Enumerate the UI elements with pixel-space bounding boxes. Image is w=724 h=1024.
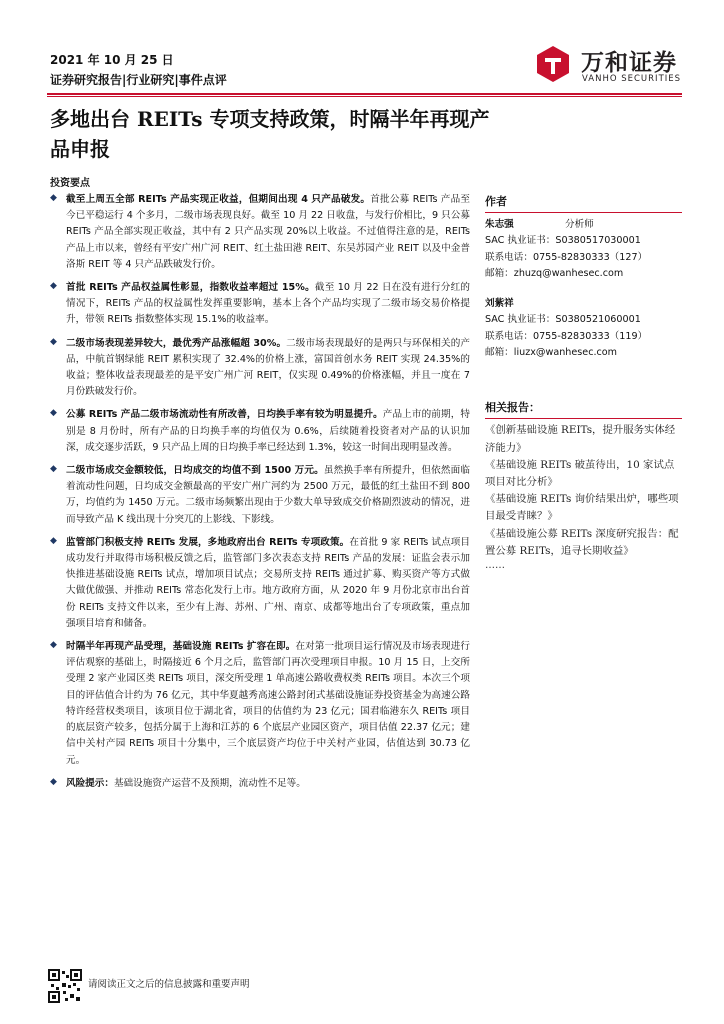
key-point: [50, 535, 470, 632]
analyst-list: [485, 217, 682, 361]
related-more: ……: [485, 560, 505, 571]
report-category: 证券研究报告|行业研究|事件点评: [50, 73, 227, 87]
key-point-lead: 监管部门积极支持 REITs 发展，多地政府出台 REITs 专项政策。: [66, 536, 350, 548]
key-point-lead: 时隔半年再现产品受理，基础设施 REITs 扩容在即。: [66, 641, 296, 653]
key-point-lead: 首批 REITs 产品权益属性彰显，指数收益率超过 15%。: [66, 282, 315, 294]
bullet-triangle-icon: ◆: [50, 776, 57, 787]
bullet-triangle-icon: ◆: [50, 408, 57, 419]
key-points: [50, 192, 470, 799]
brand-logo: [533, 42, 683, 92]
related-list: [485, 422, 682, 560]
related-report-link[interactable]: 《创新基础设施 REITs，提升服务实体经济能力》: [485, 424, 676, 454]
analyst-gap: [485, 282, 682, 296]
key-point: [50, 280, 470, 329]
bullet-triangle-icon: ◆: [50, 464, 57, 475]
qr-code-icon: [48, 969, 82, 1003]
bullet-triangle-icon: ◆: [50, 535, 57, 546]
related-report-link[interactable]: 《基础设施公募 REITs 深度研究报告：配置公募 REITs，追寻长期收益》: [485, 527, 679, 557]
analyst-role: 分析师: [565, 219, 594, 230]
authors-heading: 作者: [485, 193, 682, 213]
analyst-email[interactable]: 邮箱：zhuzq@wanhesec.com: [485, 267, 624, 279]
header-rule: [47, 93, 682, 95]
analyst-phone: 联系电话：0755-82830333（127）: [485, 251, 648, 263]
key-point: [50, 192, 470, 273]
key-point-lead: 二级市场表现差异较大，最优秀产品涨幅超 30%。: [66, 337, 287, 349]
key-point: [50, 463, 470, 528]
key-point-lead: 风险提示：: [66, 777, 114, 789]
bullet-triangle-icon: ◆: [50, 640, 57, 651]
analyst-phone: 联系电话：0755-82830333（119）: [485, 330, 648, 342]
key-point: [50, 407, 470, 456]
analyst-card: [485, 296, 682, 361]
analyst-cert: SAC 执业证书：S0380517030001: [485, 235, 641, 247]
key-point-lead: 公募 REITs 产品二级市场流动性有所改善，日均换手率有较为明显提升。: [66, 409, 383, 421]
analyst-cert: SAC 执业证书：S0380521060001: [485, 314, 641, 326]
key-point-body: 在首批 9 家 REITs 试点项目成功发行并取得市场积极反馈之后，监管部门多次表态支持 REITs 产品的发展：证监会表示加快推进基础设施 REITs 试点，增加项目试点；交易所支持 REITs 通过扩募、购买资产等方式做大做优做强、并推动 REITs 常态化发行上市。地方政府方面，从 2020 年 9 月份北京市出台首份 REITs 支持文件以来，至少有上海、苏州、广州、南京、成都等地出台了专项政策，重点加强项目培育和储备。: [66, 536, 470, 629]
key-point-body: 二级市场表现最好的是两只与环保相关的产品，中航首钢绿能 REIT 累积实现了 32.4%的价格上涨，富国首创水务 REIT 实现 24.35%的收益；整体收益表现最差的是平安广州广河 REIT，仅实现 0.49%的价格涨幅，并且一度在 7 月份跌破发行价。: [66, 337, 470, 398]
related-heading: 相关报告：: [485, 399, 682, 419]
key-point-body: 首批公募 REITs 产品至今已平稳运行 4 个多月，二级市场表现良好。截至 10 月 22 日收盘，与发行价相比，9 只公募 REITs 产品全部实现正收益，其中有 2 只产品实现 20%以上收益。不过值得注意的是，REITs 产品上市以来，曾经有平安广州广河 REIT、红土盐田港 REIT、东吴苏园产业 REIT 以及中金普洛斯 REIT 等 4 只产品跌破发行价。: [66, 194, 470, 270]
logo-chinese-name: 万和证券: [581, 50, 677, 76]
bullet-triangle-icon: ◆: [50, 193, 57, 203]
key-point-body: 虽然换手率有所提升，但依然面临着流动性问题，日均成交金额最高的平安广州广河约为 2500 万元，最低的红土盐田不到 800 万，均值约为 1450 万元。二级市场频繁出现由于少数大单导致成交价格剧烈波动的情况，进而导致产品 K 线出现十分突兀的上影线、下影线。: [66, 465, 470, 525]
report-date: 2021 年 10 月 25 日: [50, 53, 174, 67]
key-point-body: 产品上市的前期，特别是 8 月份时，所有产品的日均换手率的均值仅为 0.6%，后续随着投资者对产品的认识加深，成交逐步活跃，9 只产品上周的日均换手率已经达到 1.3%，较这一时间出现明显改善。: [66, 409, 470, 453]
key-point-body: 在对第一批项目运行情况及市场表现进行评估观察的基础上，时隔接近 6 个月之后，监管部门再次受理项目申报。10 月 15 日，上交所受理 2 家产业园区类 REITs 项目，深交所受理 1 单高速公路收费权类 REITs 项目。本次三个项目的评估值合计约为 76 亿元，其中华夏越秀高速公路封闭式基础设施证券投资基金为高速公路特许经营权类项目，该项目位于湖北省，项目的估值约为 23 亿元；国君临港东久 REITs 项目的底层资产较多，包括分属于上海和江苏的 6 个底层产业园区资产，项目估值 22.37 亿元；建信中关村产园 REITs 项目十分集中，三个底层资产均位于中关村产业园，估值达到 30.73 亿元。: [66, 641, 470, 766]
logo-english-name: VANHO SECURITIES: [582, 74, 682, 84]
bullet-triangle-icon: ◆: [50, 336, 57, 347]
sidebar: [485, 193, 682, 571]
report-title: 多地出台 REITs 专项支持政策，时隔半年再现产品申报: [50, 107, 490, 161]
key-point-lead: 截至上周五全部 REITs 产品实现正收益，但期间出现 4 只产品破发。: [66, 194, 371, 205]
key-point: [50, 776, 470, 792]
key-point-body: 基础设施资产运营不及预期，流动性不足等。: [113, 777, 306, 789]
section-label: 投资要点: [50, 178, 90, 189]
related-report-link[interactable]: 《基础设施 REITs 破茧待出，10 家试点项目对比分析》: [485, 458, 675, 488]
analyst-name: 刘紫祥: [485, 298, 514, 310]
header-rule-thin: [47, 96, 682, 97]
key-point-body: 截至 10 月 22 日在没有进行分红的情况下，REITs 产品的权益属性发挥重要影响，基本上各个产品均实现了二级市场交易价格提升，带领 REITs 指数整体实现 15.1%的收益率。: [66, 282, 470, 326]
vanho-logo-icon: [533, 44, 573, 84]
key-point: [50, 336, 470, 401]
key-point-lead: 二级市场成交金额较低，日均成交的均值不到 1500 万元。: [66, 465, 324, 477]
analyst-name: 朱志强: [485, 219, 514, 230]
related-report-link[interactable]: 《基础设施 REITs 询价结果出炉，哪些项目最受青睐？》: [485, 493, 679, 523]
disclaimer-text: 请阅读正文之后的信息披露和重要声明: [88, 979, 250, 990]
key-point: [50, 639, 470, 769]
analyst-email[interactable]: 邮箱：liuzx@wanhesec.com: [485, 347, 618, 359]
analyst-card: [485, 217, 682, 282]
bullet-triangle-icon: ◆: [50, 281, 57, 292]
